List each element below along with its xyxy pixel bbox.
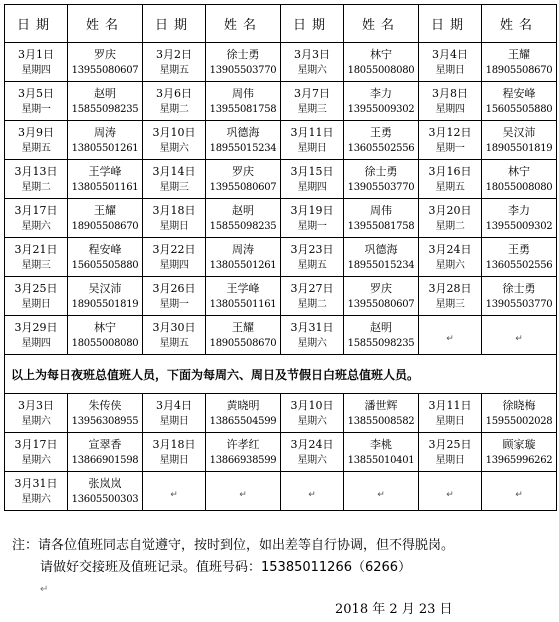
name-cell <box>482 238 557 277</box>
name-cell <box>206 472 281 511</box>
phone-number: 18905501819 <box>71 298 139 310</box>
date-text: 3月6日 <box>156 86 192 100</box>
person-name: 吴汉沛 <box>88 281 122 295</box>
person-name: 许孝红 <box>226 437 260 451</box>
person-name: 赵明 <box>94 86 116 100</box>
weekday-text: 星期二 <box>21 181 51 193</box>
date-cell <box>5 277 68 316</box>
table-row <box>5 121 557 160</box>
date-text: 3月1日 <box>18 47 54 61</box>
weekday-text: 星期日 <box>435 415 465 427</box>
date-text: 3月3日 <box>18 398 54 412</box>
date-cell <box>5 394 68 433</box>
weekday-text: 星期日 <box>435 64 465 76</box>
weekday-text: 星期四 <box>297 181 327 193</box>
name-cell <box>344 43 419 82</box>
cell-mark-icon: ↵ <box>446 333 454 344</box>
weekday-text: 星期三 <box>435 298 465 310</box>
weekday-text: 星期二 <box>297 298 327 310</box>
person-name: 王耀 <box>94 203 116 217</box>
date-cell <box>419 82 482 121</box>
name-cell <box>482 394 557 433</box>
date-cell <box>281 433 344 472</box>
date-cell <box>419 316 482 355</box>
person-name: 黄晓明 <box>226 398 260 412</box>
name-cell <box>206 121 281 160</box>
phone-number: 13605502556 <box>347 142 415 154</box>
date-text: 3月31日 <box>290 320 334 334</box>
date-cell <box>281 472 344 511</box>
person-name: 张岚岚 <box>88 476 122 490</box>
cell-mark-icon: ↵ <box>308 489 316 500</box>
phone-number: 15605505880 <box>71 259 139 271</box>
phone-number: 15605505880 <box>485 103 553 115</box>
weekday-text: 星期五 <box>159 64 189 76</box>
weekday-text: 星期日 <box>435 454 465 466</box>
roster-body <box>5 5 557 511</box>
name-cell <box>344 277 419 316</box>
date-cell <box>143 43 206 82</box>
header-date: 日期 <box>281 5 344 43</box>
phone-number: 13866938599 <box>209 454 277 466</box>
name-cell <box>344 238 419 277</box>
phone-number: 18905508670 <box>209 337 277 349</box>
name-cell <box>206 43 281 82</box>
weekday-text: 星期五 <box>435 181 465 193</box>
date-cell <box>281 121 344 160</box>
phone-number: 18905501819 <box>485 142 553 154</box>
date-cell <box>5 121 68 160</box>
phone-number: 13805501161 <box>209 298 277 310</box>
name-cell <box>68 394 143 433</box>
date-cell <box>143 472 206 511</box>
header-row <box>5 5 557 43</box>
weekday-text: 星期六 <box>297 337 327 349</box>
date-text: 3月27日 <box>290 281 334 295</box>
person-name: 李力 <box>508 203 530 217</box>
weekday-text: 星期四 <box>159 259 189 271</box>
person-name: 王耀 <box>508 47 530 61</box>
phone-number: 13805501261 <box>209 259 277 271</box>
person-name: 徐士勇 <box>502 281 536 295</box>
phone-number: 15855098235 <box>71 103 139 115</box>
date-cell <box>5 472 68 511</box>
date-cell <box>5 82 68 121</box>
weekday-text: 星期六 <box>297 454 327 466</box>
date-cell <box>143 82 206 121</box>
header-name: 姓名 <box>68 5 143 43</box>
name-cell <box>344 433 419 472</box>
weekday-text: 星期三 <box>297 103 327 115</box>
person-name: 周涛 <box>232 242 254 256</box>
date-cell <box>281 394 344 433</box>
person-name: 周伟 <box>370 203 392 217</box>
date-cell <box>143 433 206 472</box>
date-cell <box>419 43 482 82</box>
date-cell <box>281 238 344 277</box>
person-name: 罗庆 <box>370 281 392 295</box>
header-name: 姓名 <box>482 5 557 43</box>
name-cell <box>68 238 143 277</box>
date-cell <box>281 199 344 238</box>
date-cell <box>5 43 68 82</box>
phone-number: 13855008582 <box>347 415 415 427</box>
date-text: 3月17日 <box>14 203 58 217</box>
date-cell <box>419 199 482 238</box>
date-text: 3月24日 <box>290 437 334 451</box>
name-cell <box>68 316 143 355</box>
date-cell <box>419 160 482 199</box>
date-text: 3月19日 <box>290 203 334 217</box>
header-date: 日期 <box>419 5 482 43</box>
name-cell <box>482 121 557 160</box>
person-name: 潘世辉 <box>364 398 398 412</box>
date-cell <box>281 82 344 121</box>
name-cell <box>206 433 281 472</box>
weekday-text: 星期六 <box>159 142 189 154</box>
weekday-text: 星期二 <box>159 103 189 115</box>
date-text: 3月7日 <box>294 86 330 100</box>
weekday-text: 星期五 <box>159 337 189 349</box>
date-text: 3月29日 <box>14 320 58 334</box>
weekday-text: 星期五 <box>21 142 51 154</box>
table-row <box>5 238 557 277</box>
date-text: 3月2日 <box>156 47 192 61</box>
name-cell <box>68 160 143 199</box>
weekday-text: 星期日 <box>21 298 51 310</box>
date-text: 3月5日 <box>18 86 54 100</box>
name-cell <box>68 433 143 472</box>
table-row <box>5 160 557 199</box>
person-name: 巩德海 <box>226 125 260 139</box>
weekday-text: 星期四 <box>21 64 51 76</box>
person-name: 王勇 <box>370 125 392 139</box>
weekday-text: 星期三 <box>159 181 189 193</box>
weekday-text: 星期三 <box>21 259 51 271</box>
cell-mark-icon: ↵ <box>515 333 523 344</box>
person-name: 周涛 <box>94 125 116 139</box>
date-text: 3月18日 <box>152 203 196 217</box>
weekday-text: 星期一 <box>21 103 51 115</box>
date-text: 3月30日 <box>152 320 196 334</box>
name-cell <box>206 394 281 433</box>
cell-mark-icon: ↵ <box>239 489 247 500</box>
phone-number: 13955080607 <box>71 64 139 76</box>
phone-number: 18905508670 <box>71 220 139 232</box>
cell-mark-icon: ↵ <box>377 489 385 500</box>
weekday-text: 星期日 <box>159 220 189 232</box>
phone-number: 13965996262 <box>485 454 553 466</box>
person-name: 李力 <box>370 86 392 100</box>
date-text: 3月8日 <box>432 86 468 100</box>
date-cell <box>281 160 344 199</box>
person-name: 罗庆 <box>94 47 116 61</box>
date-cell <box>5 433 68 472</box>
name-cell <box>482 160 557 199</box>
date-text: 3月18日 <box>152 437 196 451</box>
phone-number: 13605502556 <box>485 259 553 271</box>
person-name: 林宁 <box>370 47 392 61</box>
date-text: 3月28日 <box>428 281 472 295</box>
person-name: 罗庆 <box>232 164 254 178</box>
date-cell <box>143 316 206 355</box>
date-text: 3月11日 <box>428 398 472 412</box>
person-name: 林宁 <box>508 164 530 178</box>
header-name: 姓名 <box>206 5 281 43</box>
name-cell <box>68 121 143 160</box>
footer-note-line-1: 注：请各位值班同志自觉遵守，按时到位，如出差等自行协调，但不得脱岗。 <box>12 538 455 553</box>
table-row <box>5 433 557 472</box>
date-text: 3月13日 <box>14 164 58 178</box>
date-text: 3月22日 <box>152 242 196 256</box>
date-cell <box>419 121 482 160</box>
phone-number: 15855098235 <box>209 220 277 232</box>
date-cell <box>5 316 68 355</box>
name-cell <box>344 199 419 238</box>
cell-mark-icon: ↵ <box>170 489 178 500</box>
name-cell <box>206 277 281 316</box>
cell-mark-icon: ↵ <box>515 489 523 500</box>
footer-note-line-2: 请做好交接班及值班记录。值班号码：15385011266（6266） <box>40 560 412 575</box>
name-cell <box>68 472 143 511</box>
name-cell <box>482 82 557 121</box>
name-cell <box>482 472 557 511</box>
name-cell <box>68 277 143 316</box>
person-name: 徐晓梅 <box>502 398 536 412</box>
phone-number: 18905508670 <box>485 64 553 76</box>
date-cell <box>143 121 206 160</box>
weekday-text: 星期六 <box>297 415 327 427</box>
weekday-text: 星期六 <box>435 259 465 271</box>
table-row <box>5 277 557 316</box>
weekday-text: 星期六 <box>21 220 51 232</box>
name-cell <box>482 43 557 82</box>
person-name: 徐士勇 <box>226 47 260 61</box>
table-row <box>5 394 557 433</box>
date-text: 3月11日 <box>290 125 334 139</box>
date-cell <box>281 316 344 355</box>
date-text: 3月25日 <box>428 437 472 451</box>
name-cell <box>206 316 281 355</box>
date-cell <box>5 238 68 277</box>
date-text: 3月23日 <box>290 242 334 256</box>
phone-number: 15955002028 <box>485 415 553 427</box>
person-name: 程安峰 <box>88 242 122 256</box>
name-cell <box>482 316 557 355</box>
person-name: 赵明 <box>370 320 392 334</box>
phone-number: 13866901598 <box>71 454 139 466</box>
person-name: 王勇 <box>508 242 530 256</box>
date-text: 3月15日 <box>290 164 334 178</box>
signature-date: 2018 年 2 月 23 日 <box>335 602 453 617</box>
footer-notes <box>12 535 454 593</box>
name-cell <box>344 121 419 160</box>
phone-number: 13605500303 <box>71 493 139 505</box>
phone-number: 13905503770 <box>209 64 277 76</box>
phone-number: 18055008080 <box>347 64 415 76</box>
table-row <box>5 472 557 511</box>
name-cell <box>482 277 557 316</box>
date-cell <box>143 394 206 433</box>
phone-number: 13805501161 <box>71 181 139 193</box>
name-cell <box>344 316 419 355</box>
name-cell <box>206 82 281 121</box>
weekday-text: 星期日 <box>297 142 327 154</box>
phone-number: 13905503770 <box>485 298 553 310</box>
table-row <box>5 43 557 82</box>
date-text: 3月3日 <box>294 47 330 61</box>
person-name: 宣翠香 <box>88 437 122 451</box>
weekday-text: 星期六 <box>21 415 51 427</box>
date-cell <box>5 199 68 238</box>
date-cell <box>419 433 482 472</box>
date-text: 3月24日 <box>428 242 472 256</box>
person-name: 林宁 <box>94 320 116 334</box>
phone-number: 13955009302 <box>347 103 415 115</box>
date-cell <box>419 472 482 511</box>
person-name: 李桃 <box>370 437 392 451</box>
date-text: 3月26日 <box>152 281 196 295</box>
date-cell <box>143 160 206 199</box>
date-cell <box>5 160 68 199</box>
name-cell <box>344 472 419 511</box>
weekday-text: 星期一 <box>435 142 465 154</box>
weekday-text: 星期六 <box>21 493 51 505</box>
name-cell <box>482 433 557 472</box>
date-text: 3月17日 <box>14 437 58 451</box>
date-text: 3月12日 <box>428 125 472 139</box>
paragraph-mark-icon: ↵ <box>40 584 49 595</box>
date-cell <box>419 277 482 316</box>
name-cell <box>68 43 143 82</box>
name-cell <box>344 82 419 121</box>
person-name: 巩德海 <box>364 242 398 256</box>
date-cell <box>143 199 206 238</box>
person-name: 吴汉沛 <box>502 125 536 139</box>
weekday-text: 星期六 <box>21 454 51 466</box>
phone-number: 13955081758 <box>209 103 277 115</box>
phone-number: 18055008080 <box>485 181 553 193</box>
phone-number: 13955080607 <box>209 181 277 193</box>
date-cell <box>281 43 344 82</box>
person-name: 顾家璇 <box>502 437 536 451</box>
person-name: 赵明 <box>232 203 254 217</box>
header-date: 日期 <box>5 5 68 43</box>
date-cell <box>143 277 206 316</box>
table-row <box>5 82 557 121</box>
phone-number: 13805501261 <box>71 142 139 154</box>
name-cell <box>206 160 281 199</box>
date-text: 3月31日 <box>14 476 58 490</box>
person-name: 程安峰 <box>502 86 536 100</box>
date-cell <box>419 238 482 277</box>
weekday-text: 星期日 <box>159 415 189 427</box>
date-cell <box>281 277 344 316</box>
weekday-text: 星期六 <box>297 64 327 76</box>
phone-number: 13955009302 <box>485 220 553 232</box>
weekday-text: 星期五 <box>297 259 327 271</box>
section-note: 以上为每日夜班总值班人员，下面为每周六、周日及节假日白班总值班人员。 <box>5 355 557 394</box>
name-cell <box>206 199 281 238</box>
table-row <box>5 316 557 355</box>
person-name: 朱传侠 <box>88 398 122 412</box>
weekday-text: 星期二 <box>435 220 465 232</box>
date-text: 3月10日 <box>290 398 334 412</box>
date-text: 3月10日 <box>152 125 196 139</box>
weekday-text: 星期一 <box>297 220 327 232</box>
header-date: 日期 <box>143 5 206 43</box>
table-row <box>5 199 557 238</box>
person-name: 王耀 <box>232 320 254 334</box>
name-cell <box>482 199 557 238</box>
phone-number: 15855098235 <box>347 337 415 349</box>
person-name: 周伟 <box>232 86 254 100</box>
phone-number: 13955081758 <box>347 220 415 232</box>
name-cell <box>68 199 143 238</box>
duty-roster-table <box>4 4 557 511</box>
date-cell <box>419 394 482 433</box>
phone-number: 13956308955 <box>71 415 139 427</box>
date-text: 3月4日 <box>432 47 468 61</box>
phone-number: 13865504599 <box>209 415 277 427</box>
person-name: 王学峰 <box>226 281 260 295</box>
date-text: 3月16日 <box>428 164 472 178</box>
date-text: 3月9日 <box>18 125 54 139</box>
name-cell <box>206 238 281 277</box>
weekday-text: 星期日 <box>159 454 189 466</box>
header-name: 姓名 <box>344 5 419 43</box>
phone-number: 18955015234 <box>347 259 415 271</box>
date-text: 3月14日 <box>152 164 196 178</box>
person-name: 王学峰 <box>88 164 122 178</box>
phone-number: 18055008080 <box>71 337 139 349</box>
phone-number: 13955080607 <box>347 298 415 310</box>
person-name: 徐士勇 <box>364 164 398 178</box>
name-cell <box>344 394 419 433</box>
weekday-text: 星期四 <box>435 103 465 115</box>
date-cell <box>143 238 206 277</box>
phone-number: 13905503770 <box>347 181 415 193</box>
date-text: 3月20日 <box>428 203 472 217</box>
date-text: 3月4日 <box>156 398 192 412</box>
phone-number: 13855010401 <box>347 454 415 466</box>
date-text: 3月21日 <box>14 242 58 256</box>
phone-number: 18955015234 <box>209 142 277 154</box>
name-cell <box>68 82 143 121</box>
cell-mark-icon: ↵ <box>446 489 454 500</box>
weekday-text: 星期一 <box>159 298 189 310</box>
section-note-row <box>5 355 557 394</box>
name-cell <box>344 160 419 199</box>
weekday-text: 星期四 <box>21 337 51 349</box>
date-text: 3月25日 <box>14 281 58 295</box>
